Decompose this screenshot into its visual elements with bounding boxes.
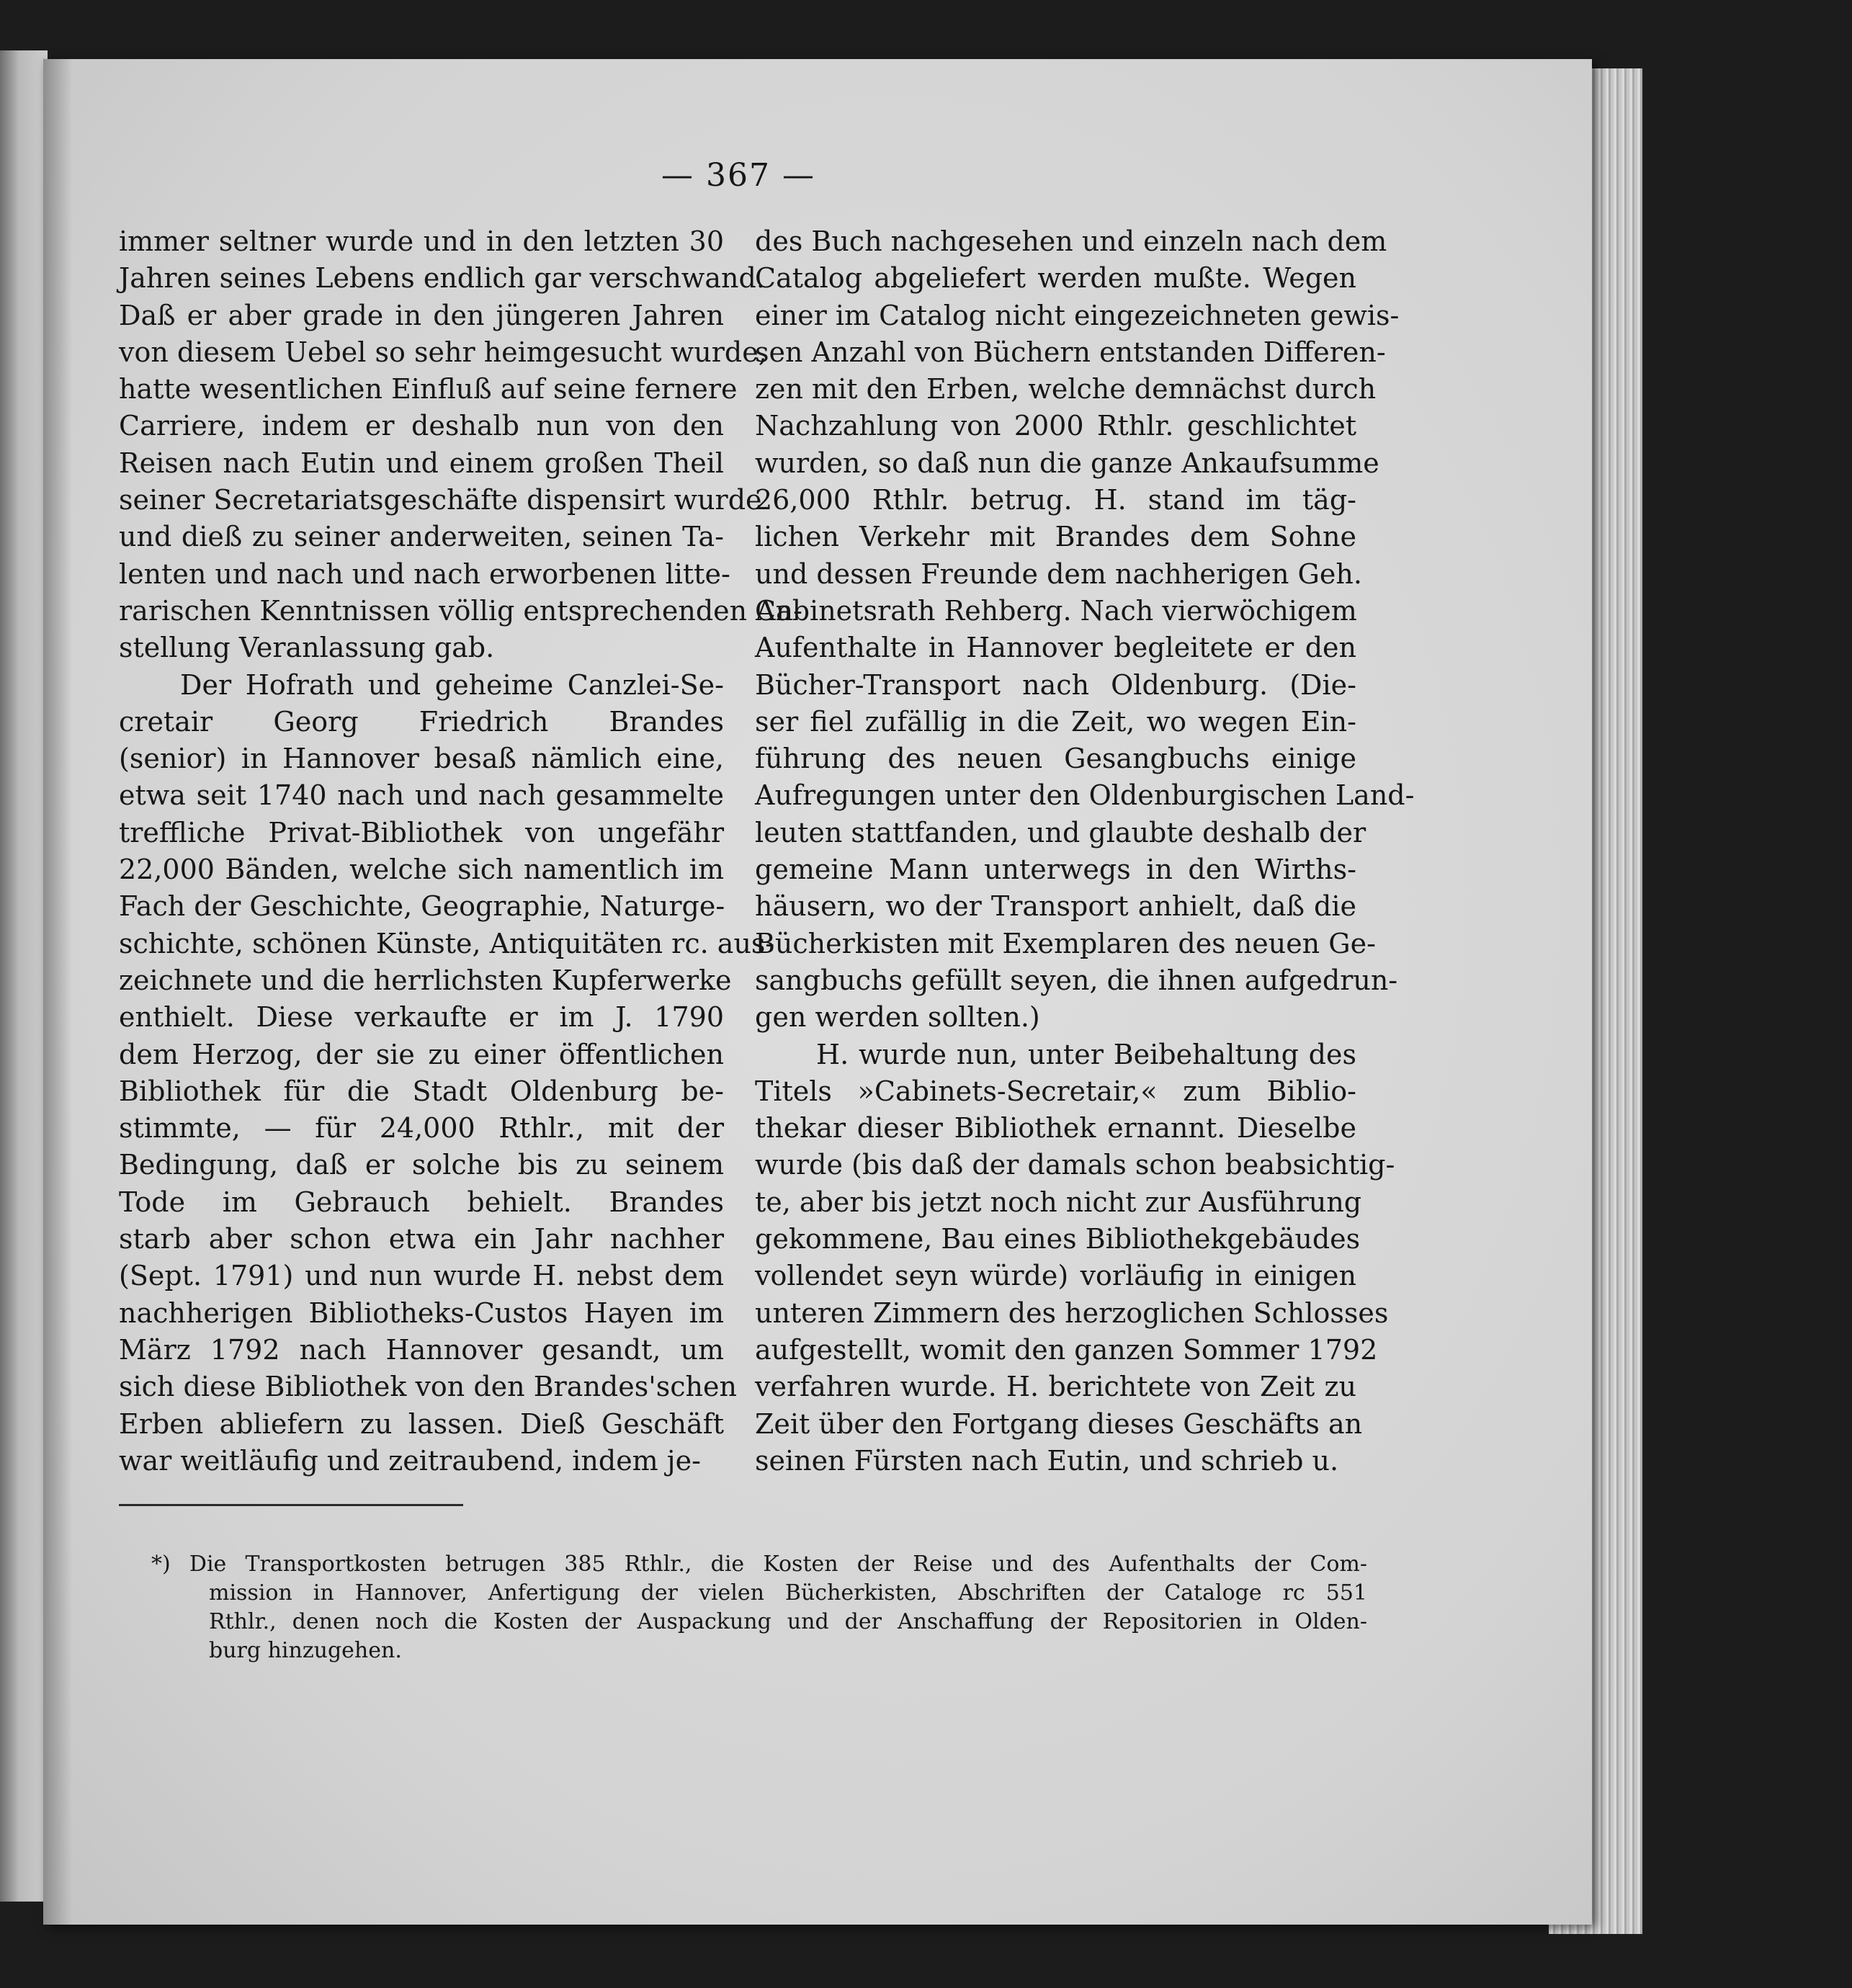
text-line: thekar dieser Bibliothek ernannt. Dieselbe <box>755 1112 1356 1145</box>
footnote-line: burg hinzugehen. <box>209 1638 402 1663</box>
text-line: Cabinetsrath Rehberg. Nach vierwöchigem <box>755 594 1357 627</box>
footnote-line: *) Die Transportkosten betrugen 385 Rthlr., die Kosten der Reise und des Aufenthalts der Com- <box>151 1552 1367 1577</box>
text-line: Reisen nach Eutin und einem großen Theil <box>119 447 724 479</box>
text-line: verfahren wurde. H. berichtete von Zeit zu <box>755 1371 1356 1403</box>
text-line: Bücher-Transport nach Oldenburg. (Die- <box>755 668 1356 701</box>
text-line: war weitläufig und zeitraubend, indem je- <box>119 1444 701 1477</box>
text-line: cretair Georg Friedrich Brandes <box>119 705 724 738</box>
facing-page-edge <box>0 50 48 1902</box>
text-line: aufgestellt, womit den ganzen Sommer 1792 <box>755 1333 1378 1366</box>
text-line: Tode im Gebrauch behielt. Brandes <box>119 1186 724 1218</box>
text-line: Der Hofrath und geheime Canzlei-Se- <box>180 668 724 701</box>
text-line: Jahren seines Lebens endlich gar verschwand. <box>119 262 765 295</box>
text-line: stellung Veranlassung gab. <box>119 632 495 664</box>
text-line: gen werden sollten.) <box>755 1001 1040 1034</box>
text-line: Fach der Geschichte, Geographie, Naturge- <box>119 890 725 923</box>
text-line: seinen Fürsten nach Eutin, und schrieb u. <box>755 1444 1339 1477</box>
text-line: unteren Zimmern des herzoglichen Schlosses <box>755 1297 1389 1329</box>
text-line: vollendet seyn würde) vorläufig in einigen <box>755 1260 1356 1292</box>
text-line: führung des neuen Gesangbuchs einige <box>755 743 1356 775</box>
page-number: — 367 — <box>661 157 815 194</box>
text-line: gekommene, Bau eines Bibliothekgebäudes <box>755 1223 1361 1255</box>
text-line: dem Herzog, der sie zu einer öffentlichen <box>119 1038 724 1070</box>
text-line: nachherigen Bibliotheks-Custos Hayen im <box>119 1297 724 1329</box>
book-gutter-shadow <box>43 59 72 1925</box>
left-text-column <box>119 223 802 1479</box>
text-line: Catalog abgeliefert werden mußte. Wegen <box>755 262 1356 295</box>
text-line: zeichnete und die herrlichsten Kupferwerke <box>119 964 732 996</box>
text-line: sich diese Bibliothek von den Brandes'schen <box>119 1371 737 1403</box>
text-line: wurde (bis daß der damals schon beabsichtig- <box>755 1149 1395 1181</box>
right-text-column <box>755 223 1415 1479</box>
text-line: etwa seit 1740 nach und nach gesammelte <box>119 779 724 812</box>
footnote-rule <box>119 1504 463 1506</box>
text-line: Titels »Cabinets-Secretair,« zum Biblio- <box>755 1075 1356 1107</box>
footnote-line: Rthlr., denen noch die Kosten der Auspackung und der Anschaffung der Repositorien in Olden- <box>209 1609 1367 1634</box>
text-line: enthielt. Diese verkaufte er im J. 1790 <box>119 1001 724 1034</box>
text-line: sangbuchs gefüllt seyen, die ihnen aufgedrun- <box>755 964 1398 996</box>
text-line: lenten und nach und nach erworbenen litte- <box>119 558 730 590</box>
text-line: gemeine Mann unterwegs in den Wirths- <box>755 854 1356 886</box>
text-line: (senior) in Hannover besaß nämlich eine, <box>119 743 724 775</box>
text-line: stimmte, — für 24,000 Rthlr., mit der <box>119 1112 724 1145</box>
text-line: Bedingung, daß er solche bis zu seinem <box>119 1149 724 1181</box>
text-line: Bücherkisten mit Exemplaren des neuen Ge- <box>755 927 1376 959</box>
text-line: leuten stattfanden, und glaubte deshalb der <box>755 816 1366 849</box>
text-line: (Sept. 1791) und nun wurde H. nebst dem <box>119 1260 724 1292</box>
text-line: schichte, schönen Künste, Antiquitäten rc. aus- <box>119 927 775 959</box>
text-line: treffliche Privat-Bibliothek von ungefähr <box>119 816 724 849</box>
text-line: hatte wesentlichen Einfluß auf seine fernere <box>119 373 738 406</box>
text-line: Bibliothek für die Stadt Oldenburg be- <box>119 1075 724 1107</box>
text-line: wurden, so daß nun die ganze Ankaufsumme <box>755 447 1379 479</box>
text-line: Erben abliefern zu lassen. Dieß Geschäft <box>119 1407 724 1440</box>
text-line: und dessen Freunde dem nachherigen Geh. <box>755 558 1362 590</box>
text-line: Daß er aber grade in den jüngeren Jahren <box>119 299 724 331</box>
footnote <box>151 1550 1367 1665</box>
text-line: ser fiel zufällig in die Zeit, wo wegen Ein- <box>755 705 1356 738</box>
text-line: sen Anzahl von Büchern entstanden Differen- <box>755 336 1386 368</box>
text-line: te, aber bis jetzt noch nicht zur Ausführung <box>755 1186 1362 1218</box>
text-line: des Buch nachgesehen und einzeln nach dem <box>755 225 1387 257</box>
text-line: Aufenthalte in Hannover begleitete er den <box>755 632 1356 664</box>
text-line: Nachzahlung von 2000 Rthlr. geschlichtet <box>755 410 1356 442</box>
text-line: H. wurde nun, unter Beibehaltung des <box>816 1038 1356 1070</box>
text-line: 22,000 Bänden, welche sich namentlich im <box>119 854 724 886</box>
text-line: immer seltner wurde und in den letzten 30 <box>119 225 724 257</box>
text-line: einer im Catalog nicht eingezeichneten gewis- <box>755 299 1400 331</box>
text-line: und dieß zu seiner anderweiten, seinen Ta- <box>119 521 724 553</box>
text-line: Aufregungen unter den Oldenburgischen Land- <box>755 779 1415 812</box>
text-line: lichen Verkehr mit Brandes dem Sohne <box>755 521 1356 553</box>
text-line: rarischen Kenntnissen völlig entsprechenden An- <box>119 594 802 627</box>
text-line: 26,000 Rthlr. betrug. H. stand im täg- <box>755 484 1356 516</box>
text-line: zen mit den Erben, welche demnächst durch <box>755 373 1377 406</box>
text-line: Carriere, indem er deshalb nun von den <box>119 410 724 442</box>
footnote-line: mission in Hannover, Anfertigung der vielen Bücherkisten, Abschriften der Cataloge rc 551 <box>209 1580 1367 1606</box>
text-line: von diesem Uebel so sehr heimgesucht wurde, <box>119 336 767 368</box>
text-line: Zeit über den Fortgang dieses Geschäfts an <box>755 1407 1363 1440</box>
text-line: häusern, wo der Transport anhielt, daß die <box>755 890 1356 923</box>
text-line: März 1792 nach Hannover gesandt, um <box>119 1333 724 1366</box>
text-line: seiner Secretariatsgeschäfte dispensirt wurde <box>119 484 762 516</box>
text-line: starb aber schon etwa ein Jahr nachher <box>119 1223 724 1255</box>
